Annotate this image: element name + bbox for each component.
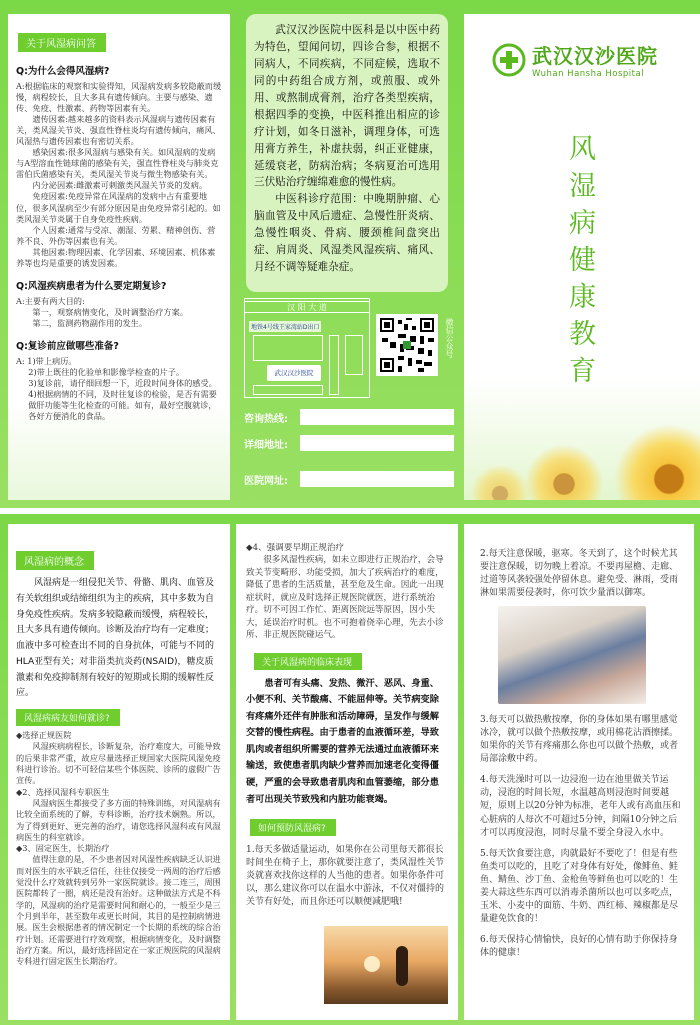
visit-item-head: ◆2、选择风湿科专职医生 <box>16 786 110 797</box>
brochure-inside <box>0 514 700 1025</box>
qa-content <box>8 52 230 422</box>
early-treatment-block <box>236 524 458 642</box>
tip1-block <box>236 836 458 1006</box>
answer-prepare-line: 3)复诊前，请仔细回想一下，近段时间身体的感受。 <box>28 377 217 388</box>
answer-prepare-line: 2)带上既往的化验单和影像学检查的片子。 <box>28 366 185 377</box>
answer-revisit-line: 第一，观察病情变化，及时调整治疗方案。 <box>32 306 188 317</box>
hospital-name-en: Wuhan Hansha Hospital <box>532 69 645 79</box>
answer-prepare-line: A: 1)带上病历。 <box>16 355 77 366</box>
sun-icon <box>364 956 380 972</box>
answer-revisit-line: A:主要有两大目的: <box>16 295 85 306</box>
sunflower-decoration <box>614 424 700 500</box>
question-prepare: Q:复诊前应做哪些准备? <box>16 340 119 352</box>
concept-panel <box>8 524 230 1020</box>
tcm-scope-text: 中医科诊疗范围：中晚期肿瘤、心脑血管及中风后遗症、急慢性肝炎病、急慢性咽炎、骨病、腰颈椎间盘突出症、肩周炎、风湿类风湿疾病、痛风、月经不调等疑难杂症。 <box>254 193 440 274</box>
prevent-section-title: 如何预防风湿病? <box>250 819 336 836</box>
map-hospital-marker: 武汉汉沙医院 <box>267 365 321 381</box>
clinical-section-title: 关于风湿病的临床表现 <box>254 653 362 670</box>
answer-prepare-line: 4)根据病情的不同，及时往复诊的检验，是否有需要做肝功能等生化检查的可能。如有，最好空腹就诊，各好方便消化的食品。 <box>28 388 217 421</box>
sunflower-decoration <box>470 464 530 500</box>
tips-panel <box>464 524 694 1020</box>
location-map <box>244 298 370 398</box>
visit-item-head: ◆选择正规医院 <box>16 730 72 740</box>
tcm-intro-text: 武汉汉沙医院中医科是以中医中药为特色，望闻问切，四诊合参，根据不同病人，不同疾病，不同症候，选取不同的中药组合成方剂，或煎服、或外用、或熬制成膏剂，治疗各类型疾病，根据四季的变换，中医科推出相应的诊疗计划，如冬日滋补，调理身体，可选用膏方养生，补虚扶弱，纠正亚健康，延缓衰老，防病治病；冬病夏治可选用三伏贴治疗缠绵难愈的慢性病。 <box>254 24 440 189</box>
map-block <box>329 335 339 395</box>
wechat-label: 微信公众号 <box>445 318 454 358</box>
answer-why-para: 其他因素:物理因素、化学因素、环境因素、机体素养等也均是重要的诱发因素。 <box>16 246 216 268</box>
hospital-logo <box>492 40 658 79</box>
cover-panel <box>464 14 700 500</box>
wechat-qr-code <box>376 314 438 376</box>
early-treatment-body: 很多风湿性疾病，如未立即进行正规治疗，会导致关节变畸形、功能受损，加大了疾病治疗的难度，降低了患者的生活质量，甚至危及生命。因此一出现症状时，就应及时选择正规医院就医，进行系统治疗。切不可因工作忙、距离医院远等原因，因小失大，延误治疗时机。也不可抱着侥幸心理，先去小诊所、非正规医院碰运气。 <box>246 555 444 641</box>
answer-why-para: 内分泌因素:雌激素可刺激类风湿关节炎的发病。 <box>32 180 208 191</box>
runner-silhouette <box>396 946 408 986</box>
visit-item-body: 风湿病医生都接受了多方面的特殊训练，对风湿病有比较全面系统的了解，专科诊断，治疗技术娴熟。所以，为了得到更好、更完善的治疗，请您选择风湿科或有风湿病医生的科室就诊。 <box>16 797 221 842</box>
answer-why-para: 遗传因素:越来越多的资料表示风湿病与遗传因素有关，类风湿关节炎、强直性脊柱炎均有遗传倾向，痛风、风湿热与遗传因素也有密切关系。 <box>16 114 221 147</box>
contact-block <box>244 406 454 490</box>
clinical-body: 患者可有头痛、发热、微汗、恶风、身重、小便不利、关节酸痛、不能屈伸等。关节病变除有疼痛外还伴有肿胀和活动障碍，呈发作与缓解交替的慢性病程。由于患者的血液循环差，导致肌肉或者组织所需要的营养无法通过血液循环来输送，致使患者肌肉缺少营养而加速老化变得僵硬，严重的会导致患者肌肉和血管萎缩，部分患者可出现关节致残和内脏功能衰竭。 <box>246 677 439 805</box>
brochure-outside <box>0 0 700 508</box>
question-revisit: Q:风湿疾病患者为什么要定期复诊? <box>16 280 167 292</box>
visit-item-head: ◆3、固定医生，长期治疗 <box>16 843 110 854</box>
tips-content <box>464 524 694 960</box>
visit-content <box>8 726 230 968</box>
tip-item: 3.每天可以做热敷按摩，你的身体如果有哪里感觉冰冷，就可以做个热敷按摩，或用棉花沾酒擦揉。如果你的关节有疼痛那么你也可以做个热敷，或者局部涂敷中药。 <box>480 715 679 765</box>
qa-panel <box>8 14 230 500</box>
answer-revisit-line: 第二，监测药物副作用的发生。 <box>32 317 148 328</box>
brochure-title: 风湿病健康教育 <box>564 134 595 393</box>
running-photo <box>324 926 448 1004</box>
tip-item: 5.每天饮食要注意，肉就最好不要吃了！但是有些鱼类可以吃的，且吃了对身体有好处，像鲱鱼、鲑鱼、鲭鱼、沙丁鱼、金枪鱼等鲜鱼也可以吃的！生姜大蒜这些东西可以消毒杀菌所以也可以多吃点，玉米、小麦中的面筋、牛奶、西红柿、辣椒都是尽量避免饮食的！ <box>480 848 679 924</box>
qr-code-graphic <box>380 318 434 372</box>
hospital-name-cn: 武汉汉沙医院 <box>532 44 658 68</box>
tip-item: 2.每天注意保暖，驱寒。冬天到了，这个时候尤其要注意保暖，切勿晚上着凉。不要再屋檐、走廊、过道等风袭较强处停留休息。避免受、淋雨，受雨淋如果需要侵袭时，你可饮少量酒以御寒。 <box>480 549 679 599</box>
visit-item-body: 值得注意的是，不少患者因对风湿性疾病缺乏认识进而对医生的水平缺乏信任，往往仅接受一两周的治疗后感觉没什么疗效就转到另外一家医院就诊。接二连三，周围医院都转了一圈，病还是没有治好。这种做法方式是不科学的，风湿病的治疗是需要时间和耐心的，一般至少是三个月到半年，甚至数年或更长时间，其目的是控制病情进展。医生会根据患者的情况制定一个长期的系统的综合治疗计划。还需要进行疗效观察，根据病情变化，及时调整治疗方案。所以，最好选择固定在一家正规医院的风湿病专科进行固定医生长期治疗。 <box>16 854 221 967</box>
scarf-photo <box>498 606 646 704</box>
map-metro-label: 地铁4号线王家湾站D出口 <box>249 321 321 332</box>
hotline-label: 咨询热线: <box>244 413 288 425</box>
visit-section-title: 风湿病病友如何就诊? <box>16 709 120 726</box>
website-label: 医院网址: <box>244 475 288 487</box>
qa-section-title: 关于风湿病问答 <box>18 33 106 52</box>
map-block <box>345 335 363 375</box>
tip-item: 4.每天洗澡时可以一边浸泡一边在池里做关节运动，浸泡的时间长短，水温越高则浸泡时间要越短，原则上以20分钟为标准，老年人或有高血压和心脏病的人每次不可超过5分钟，间隔10分钟之后才可以再度浸泡，同时尽量不要全身浸入水中。 <box>480 775 681 838</box>
hospital-logo-icon <box>492 43 526 77</box>
answer-why-para: 感染因素:很多风湿病与感染有关。如风湿病的发病与A型溶血性链球菌的感染有关，强直性脊柱炎与肺炎克雷伯氏菌感染有关，类风湿关节炎与微生物感染有关。 <box>16 147 219 180</box>
tip1-text: 1.每天多做适量运动，如果你在公司里每天都很长时间坐在椅子上，那你就要注意了，类风湿性关节炎就喜欢找你这样的人当他的患者。如果你条件可以，那么建议你可以在温水中游泳，不仅对僵持的关节有好处，而且你还可以顺便减肥哦! <box>246 845 445 908</box>
concept-section-title: 风湿病的概念 <box>16 551 94 570</box>
clinical-panel <box>236 524 458 1020</box>
sunflower-decoration <box>524 444 604 500</box>
question-why: Q:为什么会得风湿病? <box>16 66 110 77</box>
concept-body: 风湿病是一组侵犯关节、骨骼、肌肉、血管及有关软组织或结缔组织为主的疾病，其中多数为自身免疫性疾病。发病多较隐蔽而缓慢，病程较长，且大多具有遗传倾向。诊断及治疗均有一定难度；血液中多可检查出不同的自身抗体，可能与不同的HLA亚型有关；对非甾类抗炎药(NSAID)，糖皮质激素和免疫抑制剂有较好的短期或长期的缓解性反应。 <box>16 578 215 699</box>
tip-item: 6.每天保持心情愉快，良好的心情有助于你保持身体的健康！ <box>480 934 678 958</box>
tcm-intro-card <box>246 14 448 292</box>
website-value <box>300 471 454 487</box>
map-block <box>253 335 323 361</box>
map-block <box>253 385 323 395</box>
hospital-info-panel <box>236 6 458 506</box>
answer-why-lead: A:根据临床的观察和实验得知，风湿病发病多较隐蔽而缓慢，病程较长，且大多具有遗传倾向。主要与感染、遗传、免疫、性激素、药物等因素有关。 <box>16 80 222 113</box>
visit-item-body: 风湿疾病病程长，诊断复杂，治疗难度大，可能导致的后果非常严重，故应尽量选择正规国家大医院风湿免疫科进行诊治。切不可轻信某些个体医院、诊所的虚假广告宣传。 <box>16 741 221 786</box>
early-treatment-head: ◆4、强调要早期正规治疗 <box>246 543 345 553</box>
address-label: 详细地址: <box>244 439 288 451</box>
map-road-top: 汉 阳 大 道 <box>245 301 369 313</box>
hotline-value <box>300 409 454 425</box>
address-value <box>300 435 454 451</box>
answer-why-para: 免疫因素:免疫异常在风湿病的发病中占有重要地位，很多风湿病至少有部分原因是由免疫异常引起的。如类风湿关节炎属于自身免疫性疾病。 <box>16 191 221 224</box>
answer-why-para: 个人因素:通常与受凉、潮湿、劳累、精神创伤、营养不良、外伤等因素也有关。 <box>16 224 216 246</box>
